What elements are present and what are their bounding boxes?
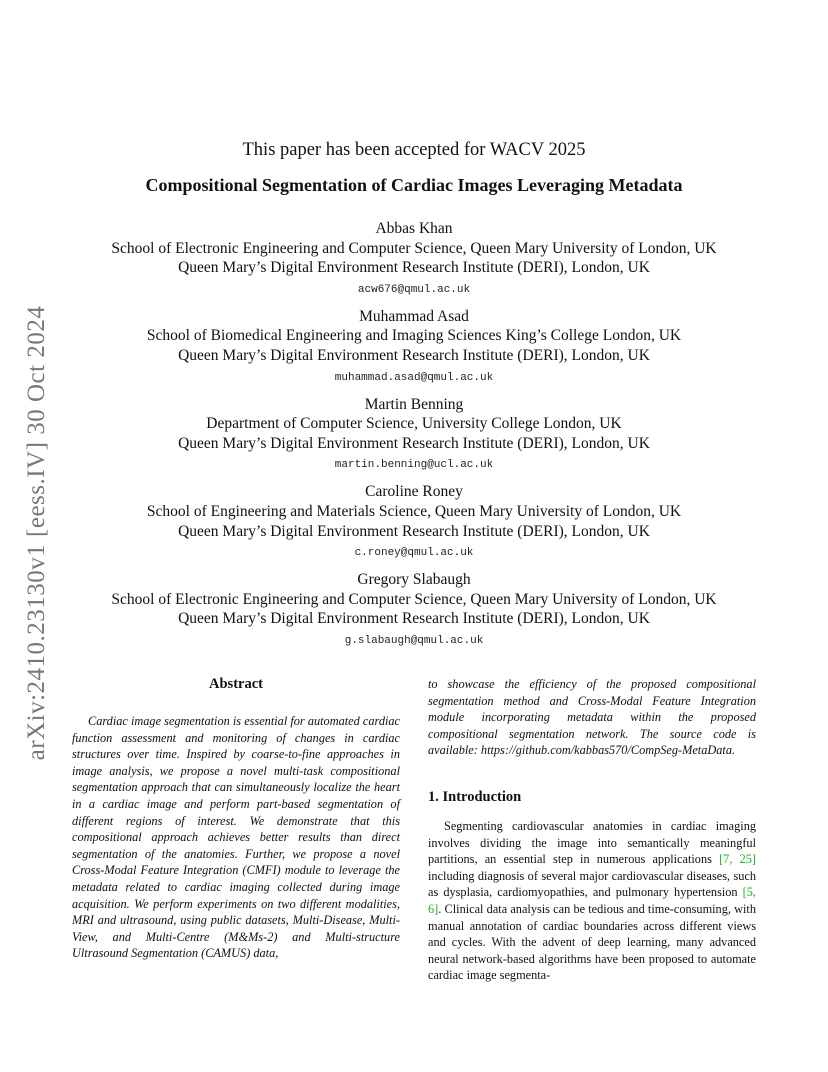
intro-text-part: including diagnosis of several major cardiovascular diseases, such as dysplasia, cardiomyopathies, and pulmonary hypertension (428, 868, 756, 900)
abstract-text: Cardiac image segmentation is essential for automated cardiac function assessment and monitoring of changes in cardiac structures over time. Inspired by coarse-to-fine approaches in image analysis, we propose a novel multi-task compositional segmentation approach that can simultaneously localize the heart in a cardiac image and perform part-based segmentation of different regions of interest. We demonstrate that this compositional approach achieves better results than direct segmentation of the anatomies. Further, we propose a novel Cross-Modal Feature Integration (CMFI) module to leverage the metadata related to cardiac imaging collected during image acquisition. We perform experiments on two different modalities, MRI and ultrasound, using public datasets, Multi-Disease, Multi-View, and Multi-Centre (M&Ms-2) and Multi-structure Ultrasound Segmentation (CAMUS) data, (72, 714, 400, 961)
author-email[interactable]: martin.benning@ucl.ac.uk (334, 459, 494, 472)
author-email[interactable]: c.roney@qmul.ac.uk (354, 547, 474, 560)
author-affiliation: Queen Mary’s Digital Environment Research Institute (DERI), London, UK (178, 346, 650, 364)
arxiv-identifier: arXiv:2410.23130v1 [eess.IV] 30 Oct 2024 (23, 305, 50, 761)
author-block (0, 395, 828, 473)
author-name: Gregory Slabaugh (357, 571, 471, 589)
introduction-paragraph (428, 818, 756, 984)
citation-link[interactable]: [5, 6] (428, 885, 756, 916)
author-block (0, 482, 828, 560)
author-email[interactable]: muhammad.asad@qmul.ac.uk (334, 371, 494, 384)
author-affiliation: Queen Mary’s Digital Environment Research Institute (DERI), London, UK (178, 259, 650, 277)
intro-text-part: . Clinical data analysis can be tedious and time-consuming, with manual annotation of cardiac boundaries across different views and cycles. With the advent of deep learning, many advanced neural network-based algorithms have been proposed to automate cardiac image segmenta- (428, 901, 756, 983)
abstract-heading: Abstract (209, 676, 263, 692)
author-affiliation: Queen Mary’s Digital Environment Research Institute (DERI), London, UK (178, 434, 650, 452)
author-affiliation: Department of Computer Science, University College London, UK (206, 415, 622, 433)
author-affiliation: School of Engineering and Materials Science, Queen Mary University of London, UK (146, 502, 682, 520)
author-affiliation: School of Electronic Engineering and Computer Science, Queen Mary University of London, UK (111, 239, 717, 257)
author-affiliation: Queen Mary’s Digital Environment Research Institute (DERI), London, UK (178, 610, 650, 628)
abstract-continuation: to showcase the efficiency of the proposed compositional segmentation method and Cross-Modal Feature Integration module incorporating metadata within the proposed compositional segmentation network. The source code is available: https://github.com/kabbas570/CompSeg-MetaData. (428, 677, 756, 758)
author-email[interactable]: g.slabaugh@qmul.ac.uk (344, 634, 484, 647)
author-name: Abbas Khan (375, 220, 453, 237)
author-email[interactable]: acw676@qmul.ac.uk (357, 283, 471, 296)
citation-link[interactable]: [7, 25] (719, 852, 756, 867)
author-block (0, 307, 828, 385)
author-name: Martin Benning (364, 395, 464, 413)
paper-header (0, 140, 828, 658)
left-column (72, 676, 400, 962)
author-name: Caroline Roney (365, 483, 463, 501)
author-affiliation: School of Biomedical Engineering and Imaging Sciences King’s College London, UK (146, 327, 682, 345)
author-name: Muhammad Asad (359, 307, 469, 325)
author-affiliation: School of Electronic Engineering and Computer Science, Queen Mary University of London, UK (111, 590, 717, 608)
right-column (428, 676, 756, 984)
author-block (0, 570, 828, 648)
section-heading-introduction: 1. Introduction (428, 788, 522, 805)
paper-title: Compositional Segmentation of Cardiac Images Leveraging Metadata (145, 175, 683, 195)
author-affiliation: Queen Mary’s Digital Environment Research Institute (DERI), London, UK (178, 522, 650, 540)
intro-text-part: Segmenting cardiovascular anatomies in cardiac imaging involves dividing the image into semantically meaningful partitions, an essential step in numerous applications (428, 818, 756, 867)
author-block (0, 219, 828, 297)
acceptance-note: This paper has been accepted for WACV 2025 (242, 140, 586, 160)
